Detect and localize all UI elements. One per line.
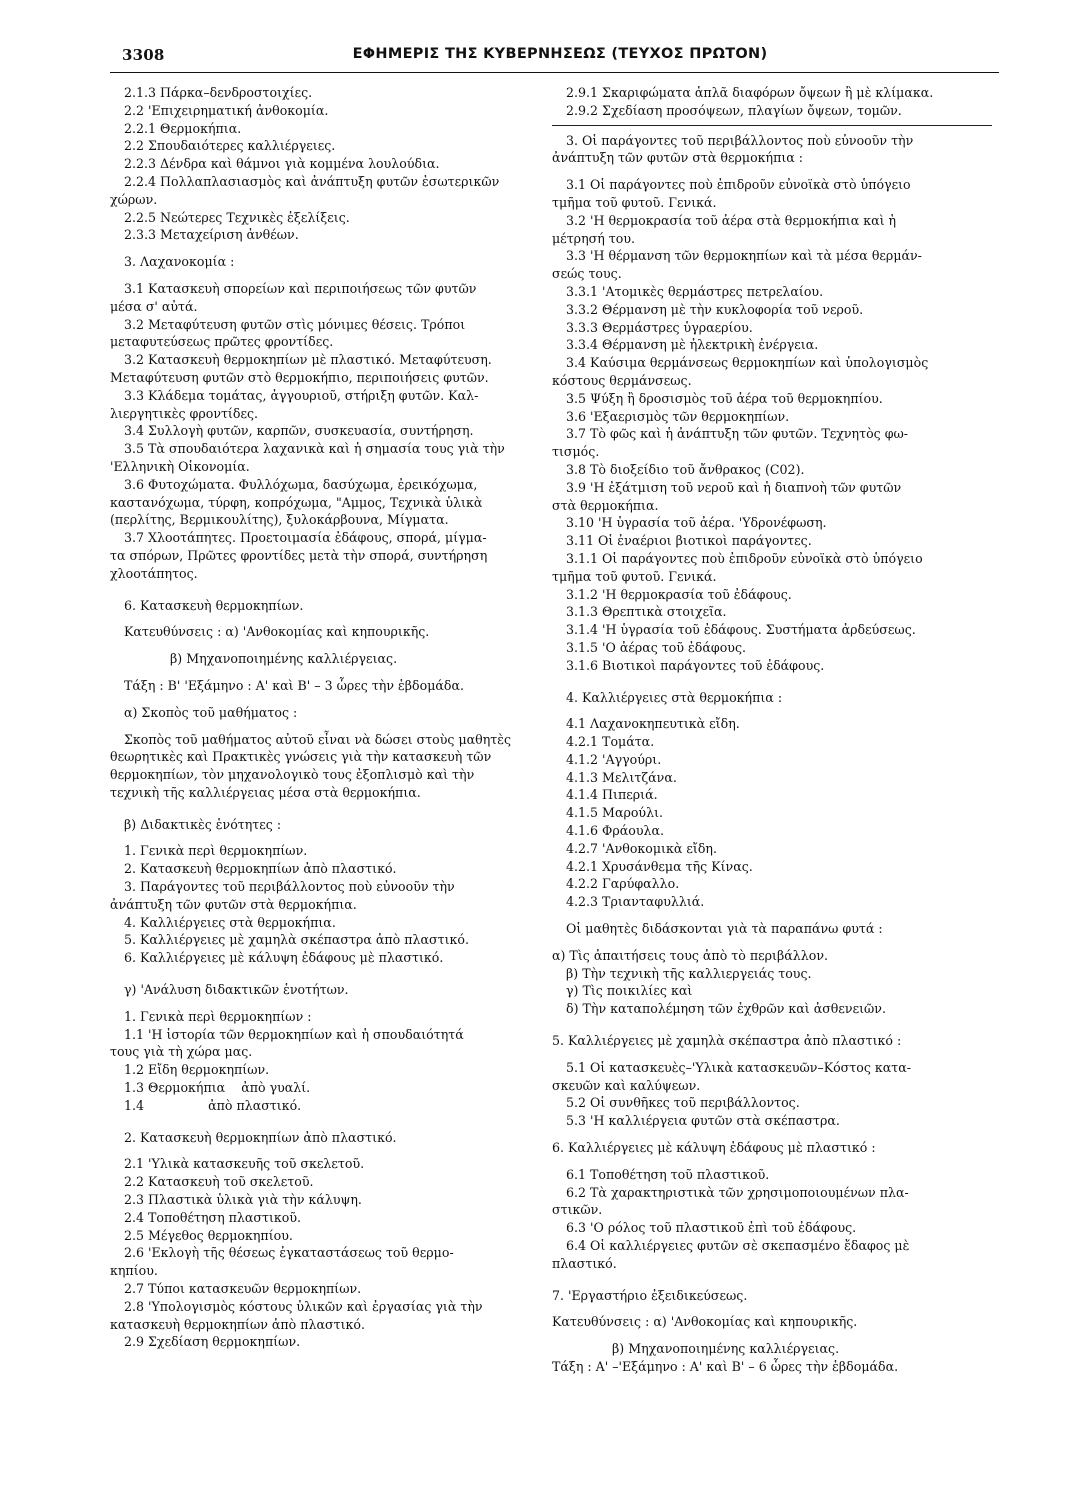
text-line: 2.2 Σπουδαιότερες καλλιέργειες. (124, 138, 336, 154)
text-line: α) Σκοπὸς τοῦ μαθήματος : (124, 704, 298, 720)
text-line: 4.1.6 Φράουλα. (566, 823, 665, 839)
text-line: 3.1.6 Βιοτικοὶ παράγοντες τοῦ ἐδάφους. (566, 657, 825, 673)
section-heading: 6. Κατασκευὴ θερμοκηπίων. (124, 597, 304, 613)
text-line: 2.5 Μέγεθος θερμοκηπίου. (124, 1227, 293, 1243)
text-line: 2.9.1 Σκαριφώματα ἁπλᾶ διαφόρων ὄψεων ἢ μὲ κλίμακα. (566, 85, 934, 100)
text-line: 2.3.3 Μεταχείριση ἀνθέων. (124, 227, 299, 243)
text-line: τεχνικὴ τῆς καλλιέργειας μέσα στὰ θερμοκήπια. (110, 784, 421, 800)
text-line: 5. Καλλιέργειες μὲ χαμηλὰ σκέπαστρα ἀπὸ πλαστικό. (124, 932, 469, 948)
text-line: καστανόχωμα, τύρφη, κοπρόχωμα, "Αμμος, Τεχνικὰ ὑλικὰ (110, 494, 483, 510)
text-line: 'Ελληνικὴ Οἰκονομία. (110, 458, 250, 474)
section-heading: 4. Καλλιέργειες στὰ θερμοκήπια : (566, 689, 783, 705)
text-line: 3.9 'Η ἐξάτμιση τοῦ νεροῦ καὶ ἡ διαπνοὴ τῶν φυτῶν (566, 479, 902, 495)
text-line: 1.3 Θερμοκήπια ἀπὸ γυαλί. (124, 1080, 311, 1096)
text-line: 2.9.2 Σχεδίαση προσόψεων, πλαγίων ὄψεων, τομῶν. (566, 102, 902, 118)
text-line: 2. Κατασκευὴ θερμοκηπίων ἀπὸ πλαστικό. (124, 861, 397, 877)
section-heading: β) Διδακτικὲς ἑνότητες : (124, 816, 282, 832)
text-line: 3.1.4 'Η ὑγρασία τοῦ ἐδάφους. Συστήματα ἀρδεύσεως. (566, 622, 916, 638)
text-line: 1. Γενικὰ περὶ θερμοκηπίων : (124, 1008, 312, 1024)
text-line: μέσα σ' αὐτά. (110, 298, 198, 314)
text-line: β) Τὴν τεχνικὴ τῆς καλλιεργειάς τους. (566, 965, 812, 981)
text-line: 3.3.2 Θέρμανση μὲ τὴν κυκλοφορία τοῦ νεροῦ. (566, 301, 864, 317)
text-line: Μεταφύτευση φυτῶν στὸ θερμοκήπιο, περιποιήσεις φυτῶν. (110, 369, 489, 385)
text-line: 2.9 Σχεδίαση θερμοκηπίων. (124, 1334, 301, 1350)
text-line: τμῆμα τοῦ φυτοῦ. Γενικά. (552, 568, 717, 584)
text-line: 2.2.4 Πολλαπλασιασμὸς καὶ ἀνάπτυξη φυτῶν ἐσωτερικῶν (124, 173, 500, 189)
text-line: 3.10 'Η ὑγρασία τοῦ ἀέρα. 'Υδρονέφωση. (566, 515, 827, 531)
text-line: 6.2 Τὰ χαρακτηριστικὰ τῶν χρησιμοποιουμένων πλα- (566, 1184, 909, 1200)
text-line: 3.1 Οἱ παράγοντες ποὺ ἐπιδροῦν εὐνοϊκὰ στὸ ὑπόγειο (566, 177, 911, 193)
section-heading: 3. Λαχανοκομία : (124, 254, 235, 270)
text-line: 4.2.3 Τριανταφυλλιά. (566, 894, 705, 910)
text-line: τμῆμα τοῦ φυτοῦ. Γενικά. (552, 194, 717, 210)
text-line: 4.1.5 Μαρούλι. (566, 805, 664, 821)
text-line: θεωρητικὲς καὶ Πρακτικὲς γνώσεις γιὰ τὴν κατασκευὴ τῶν (110, 749, 492, 765)
text-line: 2.7 Τύποι κατασκευῶν θερμοκηπίων. (124, 1281, 362, 1297)
text-line: 3.3 Κλάδεμα τομάτας, ἀγγουριοῦ, στήριξη φυτῶν. Καλ- (124, 387, 479, 403)
text-line: 4.2.7 'Ανθοκομικὰ εἴδη. (566, 840, 717, 856)
text-line: σεώς τους. (552, 266, 622, 282)
text-line: 3.2 Μεταφύτευση φυτῶν στὶς μόνιμες θέσεις. Τρόποι (124, 316, 466, 332)
section-heading: 7. 'Εργαστήριο ἐξειδικεύσεως. (552, 1287, 748, 1303)
text-line: β) Μηχανοποιημένης καλλιέργειας. (170, 651, 398, 667)
page-number: 3308 (122, 46, 165, 64)
text-line: γ) Τὶς ποικιλίες καὶ (566, 983, 693, 999)
left-column (110, 84, 520, 1351)
text-line: 3.1.5 'Ο ἀέρας τοῦ ἐδάφους. (566, 639, 746, 655)
text-line: 2.2 'Επιχειρηματική ἀνθοκομία. (124, 102, 329, 118)
section-rule (552, 125, 992, 126)
text-line: τους γιὰ τὴ χώρα μας. (110, 1044, 253, 1060)
text-line: Τάξη : Α' –'Εξάμηνο : Α' καὶ Β' – 6 ὧρες τὴν ἑβδομάδα. (552, 1359, 899, 1374)
text-line: μεταφυτεύσεως πρῶτες φροντίδες. (110, 334, 334, 350)
text-line: δ) Τὴν καταπολέμηση τῶν ἐχθρῶν καὶ ἀσθενειῶν. (566, 1001, 886, 1017)
text-line: 3.1.2 'Η θερμοκρασία τοῦ ἐδάφους. (566, 586, 792, 602)
text-line: τα σπόρων, Πρῶτες φροντίδες μετὰ τὴν σπορά, συντήρηση (110, 547, 488, 563)
text-line: 4. Καλλιέργειες στὰ θερμοκήπια. (124, 914, 336, 930)
text-line: 3.1.1 Οἱ παράγοντες ποὺ ἐπιδροῦν εὐνοϊκὰ στὸ ὑπόγειο (566, 550, 923, 566)
text-line: Τάξη : Β' 'Εξάμηνο : Α' καὶ Β' – 3 ὧρες τὴν ἑβδομάδα. (124, 677, 464, 693)
text-line: 3.3.1 'Ατομικὲς θερμάστρες πετρελαίου. (566, 283, 824, 299)
page-header (0, 44, 1069, 74)
text-line: 3.3 'Η θέρμανση τῶν θερμοκηπίων καὶ τὰ μέσα θερμάν- (566, 248, 922, 264)
text-line: 6.4 Οἱ καλλιέργειες φυτῶν σὲ σκεπασμένο ἔδαφος μὲ (566, 1238, 910, 1254)
text-line: 2.2.3 Δένδρα καὶ θάμνοι γιὰ κομμένα λουλούδια. (124, 156, 440, 172)
text-line: σκευῶν καὶ καλύψεων. (552, 1077, 701, 1093)
text-line: κηπίου. (110, 1263, 158, 1279)
text-line: 4.2.1 Τομάτα. (566, 734, 655, 750)
section-heading: 3. Οἱ παράγοντες τοῦ περιβάλλοντος ποὺ εὐνοοῦν τὴν (566, 132, 914, 148)
section-heading: γ) 'Ανάλυση διδακτικῶν ἑνοτήτων. (124, 982, 349, 998)
text-line: 3.8 Τὸ διοξείδιο τοῦ ἄνθρακος (C02). (566, 461, 805, 477)
text-line: θερμοκηπίων, τὸν μηχανολογικὸ τους ἐξοπλισμὸ καὶ τὴν (110, 767, 475, 783)
gazette-title: ΕΦΗΜΕΡΙΣ ΤΗΣ ΚΥΒΕΡΝΗΣΕΩΣ (ΤΕΥΧΟΣ ΠΡΩΤΟΝ) (352, 46, 768, 62)
text-line: 6.1 Τοποθέτηση τοῦ πλαστικοῦ. (566, 1166, 770, 1182)
text-line: 3.4 Συλλογὴ φυτῶν, καρπῶν, συσκευασία, συντήρηση. (124, 423, 474, 439)
text-line: 5.1 Οἱ κατασκευὲς–'Υλικὰ κατασκευῶν–Κόστος κατα- (566, 1059, 911, 1075)
text-line: 3.4 Καύσιμα θερμάνσεως θερμοκηπίων καὶ ὑπολογισμὸς (566, 355, 929, 371)
text-line: (περλίτης, Βερμικουλίτης), ξυλοκάρβουνα, Μίγματα. (110, 512, 449, 528)
text-line: 3.2 Κατασκευὴ θερμοκηπίων μὲ πλαστικό. Μεταφύτευση. (124, 352, 492, 368)
text-line: 4.1.2 'Αγγούρι. (566, 751, 662, 767)
text-line: 3. Παράγοντες τοῦ περιβάλλοντος ποὺ εὐνοοῦν τὴν (124, 879, 455, 895)
text-line: Κατευθύνσεις : α) 'Ανθοκομίας καὶ κηπουρικῆς. (552, 1314, 858, 1330)
header-rule (110, 72, 999, 73)
text-line: Οἱ μαθητὲς διδάσκονται γιὰ τὰ παραπάνω φυτά : (566, 921, 883, 937)
section-heading: 6. Καλλιέργειες μὲ κάλυψη ἐδάφους μὲ πλαστικό : (552, 1140, 876, 1156)
text-line: 2.3 Πλαστικὰ ὑλικὰ γιὰ τὴν κάλυψη. (124, 1192, 362, 1208)
text-line: 4.1.4 Πιπεριά. (566, 787, 658, 803)
text-line: 3.6 Φυτοχώματα. Φυλλόχωμα, δασύχωμα, ἐρεικόχωμα, (124, 476, 478, 492)
text-line: 3.2 'Η θερμοκρασία τοῦ ἀέρα στὰ θερμοκήπια καὶ ἡ (566, 212, 897, 228)
text-line: χλοοτάπητος. (110, 565, 198, 581)
text-line: 6.3 'Ο ρόλος τοῦ πλαστικοῦ ἐπὶ τοῦ ἐδάφους. (566, 1220, 857, 1236)
text-line: στικῶν. (552, 1202, 603, 1218)
text-line: 2.6 'Εκλογὴ τῆς θέσεως ἐγκαταστάσεως τοῦ θερμο- (124, 1245, 454, 1261)
text-line: 4.1 Λαχανοκηπευτικὰ εἴδη. (566, 716, 740, 732)
text-line: 2.8 'Υπολογισμὸς κόστους ὑλικῶν καὶ ἐργασίας γιὰ τὴν (124, 1298, 483, 1314)
text-line: 3.6 'Εξαερισμὸς τῶν θερμοκηπίων. (566, 408, 790, 424)
text-line: πλαστικό. (552, 1255, 617, 1271)
text-line: τισμός. (552, 444, 600, 460)
text-line: 3.7 Τὸ φῶς καὶ ἡ ἀνάπτυξη τῶν φυτῶν. Τεχνητὸς φω- (566, 426, 909, 442)
section-heading: 5. Καλλιέργειες μὲ χαμηλὰ σκέπαστρα ἀπὸ πλαστικό : (552, 1033, 902, 1049)
text-line: 5.3 'Η καλλιέργεια φυτῶν στὰ σκέπαστρα. (566, 1113, 840, 1129)
text-line: Σκοπὸς τοῦ μαθήματος αὐτοῦ εἶναι νὰ δώσει στοὺς μαθητὲς (124, 731, 512, 747)
text-line: 4.2.2 Γαρύφαλλο. (566, 876, 680, 892)
text-line: 2.1 'Υλικὰ κατασκευῆς τοῦ σκελετοῦ. (124, 1156, 365, 1172)
text-line: 3.7 Χλοοτάπητες. Προετοιμασία ἐδάφους, σπορά, μίγμα- (124, 530, 487, 546)
text-line: 1. Γενικὰ περὶ θερμοκηπίων. (124, 843, 308, 859)
text-line: μέτρησή του. (552, 230, 635, 246)
text-line: 2.2 Κατασκευὴ τοῦ σκελετοῦ. (124, 1174, 314, 1190)
text-line: στὰ θερμοκήπια. (552, 497, 659, 513)
text-line: 4.2.1 Χρυσάνθεμα τῆς Κίνας. (566, 858, 753, 874)
text-line: κατασκευὴ θερμοκηπίων ἀπὸ πλαστικό. (110, 1316, 365, 1332)
text-line: 3.1.3 Θρεπτικὰ στοιχεῖα. (566, 604, 727, 620)
text-line: 1.1 'Η ἱστορία τῶν θερμοκηπίων καὶ ἡ σπουδαιότητά (124, 1026, 464, 1042)
right-column (552, 84, 992, 1376)
text-line: ἀνάπτυξη τῶν φυτῶν στὰ θερμοκήπια. (110, 896, 357, 912)
text-line: 3.5 Ψύξη ἢ δροσισμὸς τοῦ ἀέρα τοῦ θερμοκηπίου. (566, 390, 883, 406)
text-line: χώρων. (110, 191, 158, 207)
text-line: 3.5 Τὰ σπουδαιότερα λαχανικὰ καὶ ἡ σημασία τους γιὰ τὴν (124, 441, 505, 457)
text-line: 1.4 ἀπὸ πλαστικό. (124, 1097, 302, 1113)
text-line: 2.2.1 Θερμοκήπια. (124, 120, 242, 136)
text-line: β) Μηχανοποιημένης καλλιέργειας. (612, 1341, 840, 1357)
text-line: 2.4 Τοποθέτηση πλαστικοῦ. (124, 1209, 302, 1225)
text-line: 6. Καλλιέργειες μὲ κάλυψη ἐδάφους μὲ πλαστικό. (124, 950, 444, 966)
text-line: 2.1.3 Πάρκα–δενδροστοιχίες. (124, 85, 313, 100)
text-line: 3.3.3 Θερμάστρες ὑγραερίου. (566, 319, 753, 335)
text-line: 2.2.5 Νεώτερες Τεχνικὲς ἐξελίξεις. (124, 209, 350, 225)
text-line: α) Τὶς ἀπαιτήσεις τους ἀπὸ τὸ περιβάλλον. (552, 947, 828, 963)
text-line: 3.11 Οἱ ἐναέριοι βιοτικοὶ παράγοντες. (566, 533, 812, 549)
text-line: ἀνάπτυξη τῶν φυτῶν στὰ θερμοκήπια : (552, 150, 804, 166)
text-line: λιεργητικὲς φροντίδες. (110, 405, 259, 421)
text-line: 3.1 Κατασκευὴ σπορείων καὶ περιποιήσεως τῶν φυτῶν (124, 280, 477, 296)
section-heading: 2. Κατασκευὴ θερμοκηπίων ἀπὸ πλαστικό. (124, 1129, 397, 1145)
text-line: 3.3.4 Θέρμανση μὲ ἠλεκτρικὴ ἐνέργεια. (566, 337, 819, 353)
text-line: 5.2 Οἱ συνθῆκες τοῦ περιβάλλοντος. (566, 1095, 800, 1111)
text-line: 4.1.3 Μελιτζάνα. (566, 769, 677, 785)
text-line: Κατευθύνσεις : α) 'Ανθοκομίας καὶ κηπουρικῆς. (124, 624, 430, 640)
text-line: κόστους θερμάνσεως. (552, 372, 692, 388)
text-line: 1.2 Εἴδη θερμοκηπίων. (124, 1062, 270, 1078)
